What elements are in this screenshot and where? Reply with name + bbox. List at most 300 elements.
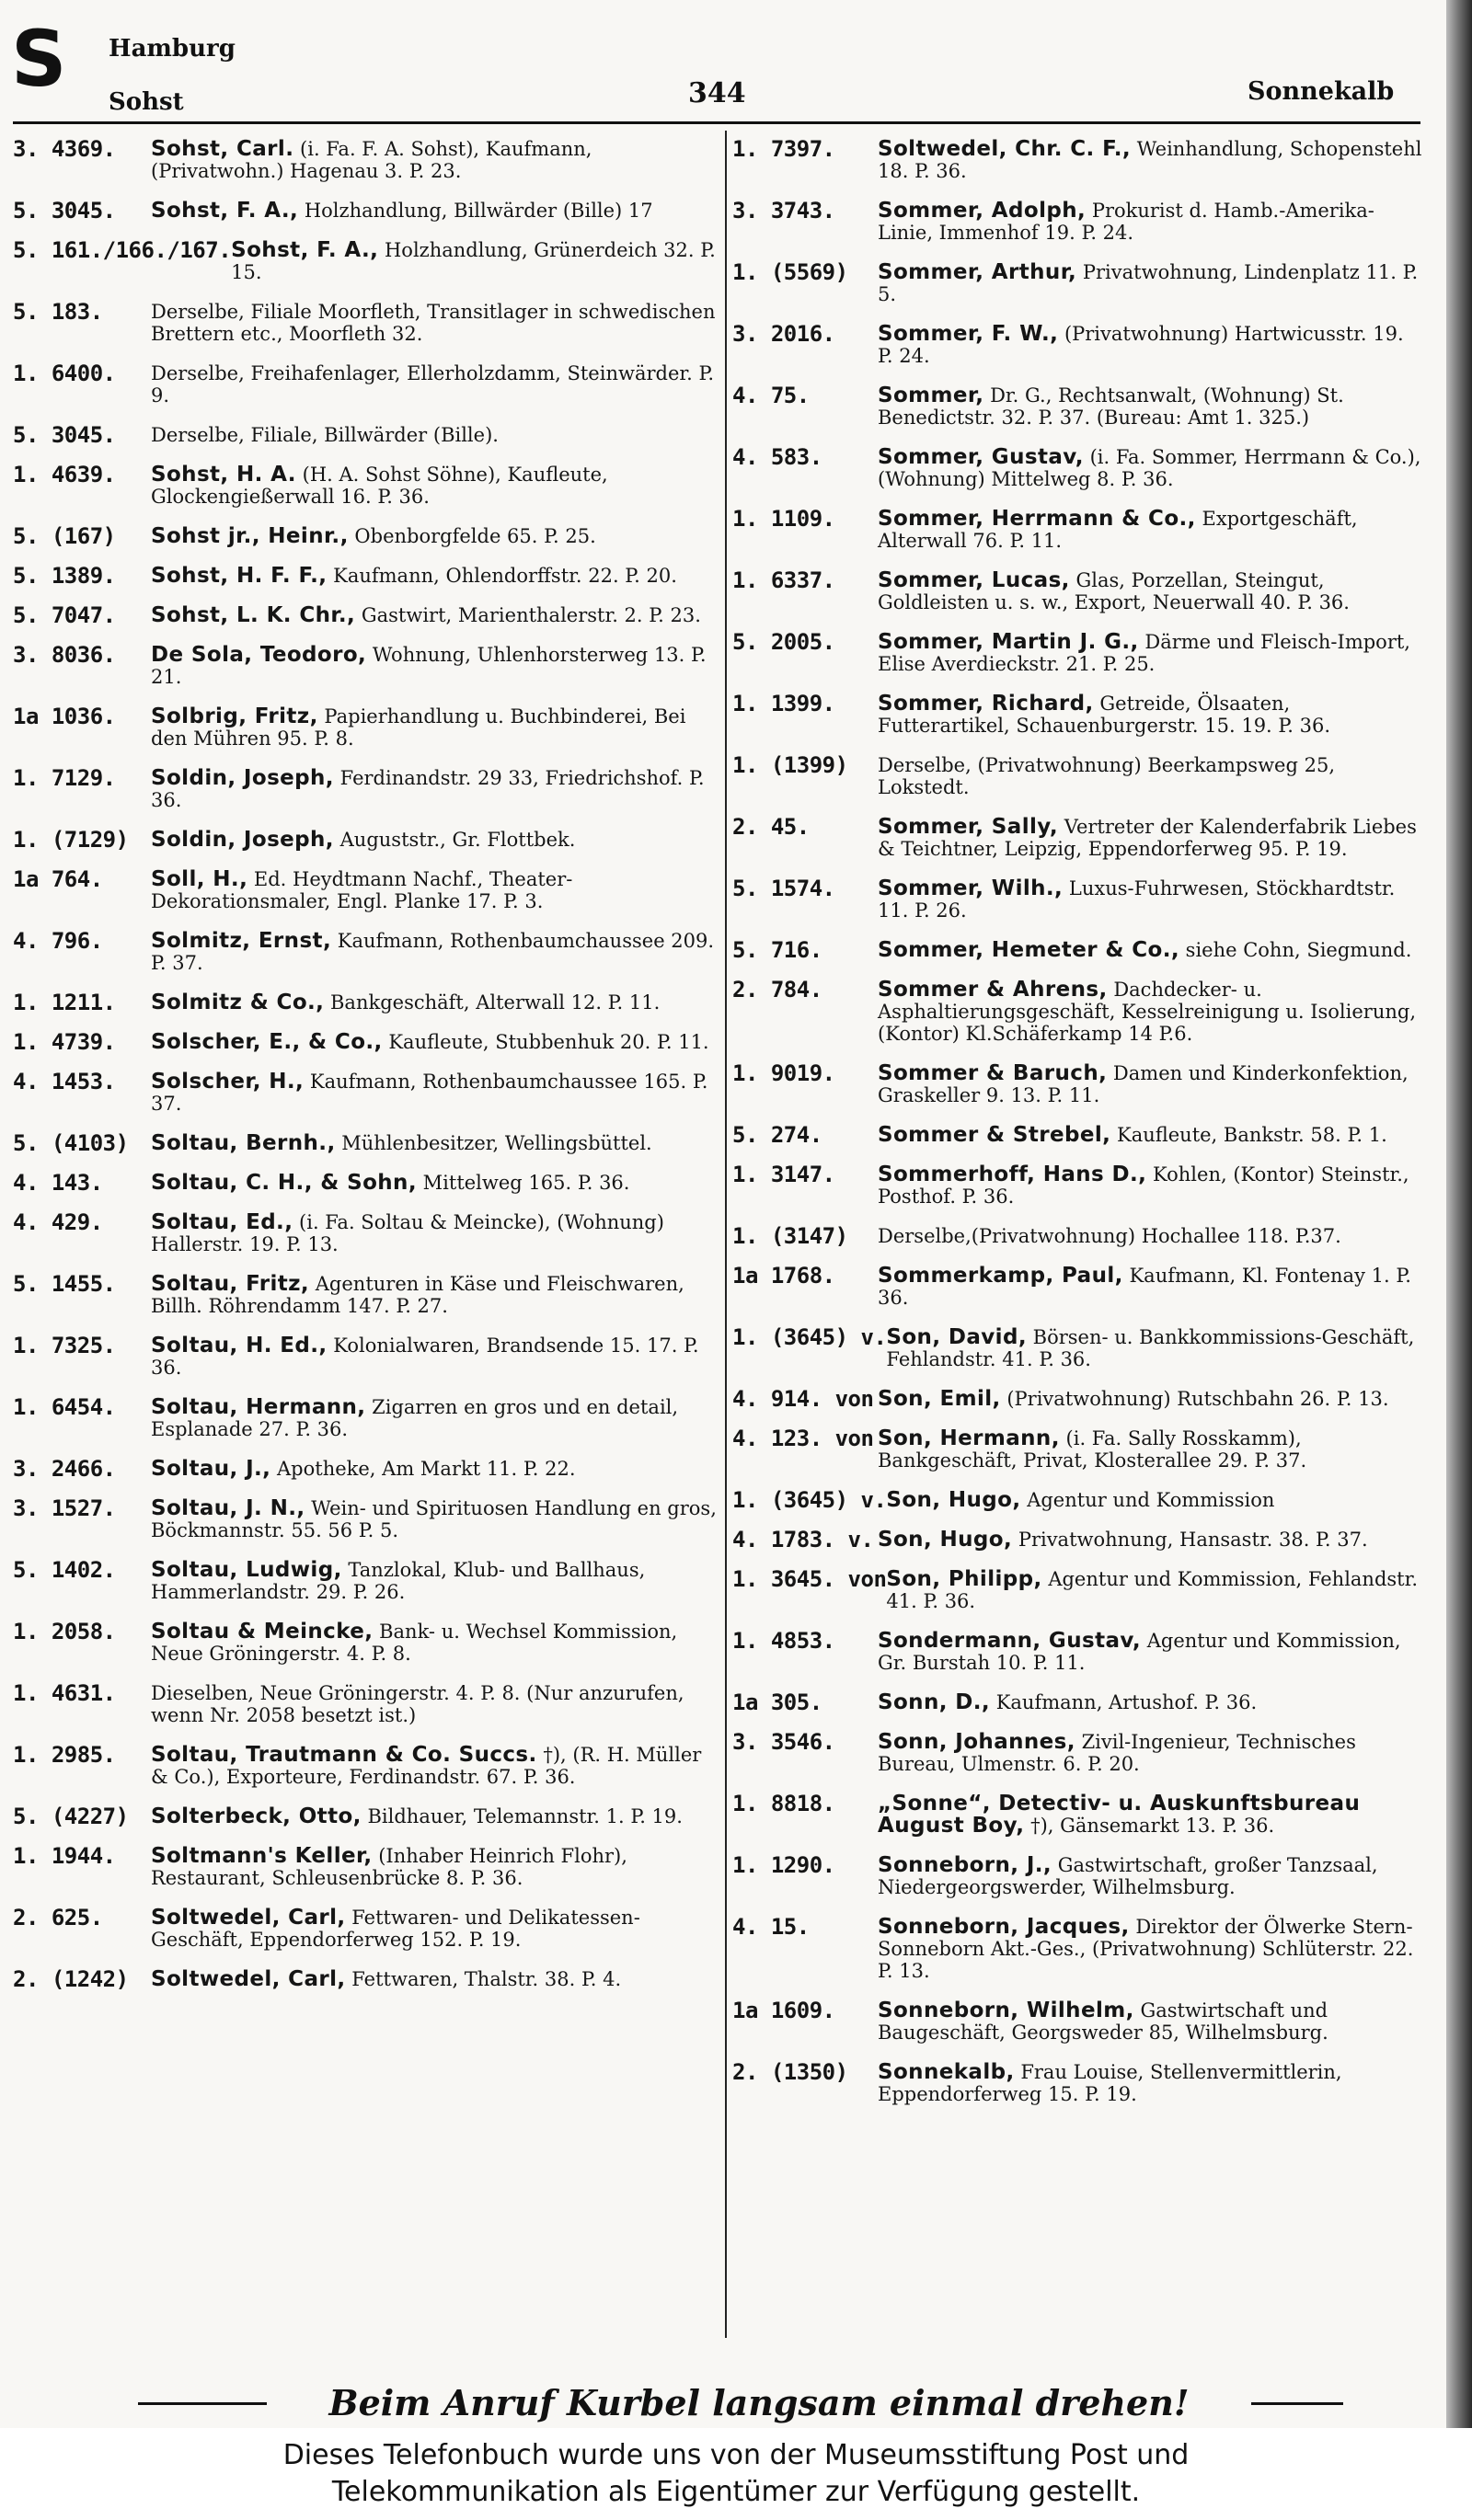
directory-entry xyxy=(732,1326,1422,1370)
phone-number: 5. (4103) xyxy=(13,1130,129,1156)
subscriber-details: Bankgeschäft, Alterwall 12. P. 11. xyxy=(330,991,661,1014)
entry-text xyxy=(151,565,719,587)
scan-edge xyxy=(1446,0,1472,2428)
subscriber-details: Holzhandlung, Grünerdeich 32. P. 15. xyxy=(231,239,716,283)
subscriber-details: Zivil-Ingenieur, Technisches Bureau, Ulmenstr. 6. P. 20. xyxy=(878,1731,1356,1775)
subscriber-name: Sommer & Ahrens, xyxy=(878,978,1108,1002)
phone-number: 5. 716. xyxy=(732,937,822,963)
subscriber-details: Derselbe, Filiale Moorfleth, Transitlager in schwedischen Brettern etc., Moorfleth 32. xyxy=(151,301,716,345)
phone-number: 4. 123. von xyxy=(732,1426,874,1451)
directory-entry xyxy=(13,1805,719,1827)
directory-entry xyxy=(732,1062,1422,1106)
subscriber-details: Privatwohnung, Lindenplatz 11. P. 5. xyxy=(878,261,1419,305)
subscriber-details: Papierhandlung u. Buchbinderei, Bei den Mühren 95. P. 8. xyxy=(151,705,686,750)
subscriber-details: Ed. Heydtmann Nachf., Theater-Dekorationsmaler, Engl. Planke 17. P. 3. xyxy=(151,868,573,912)
subscriber-details: Derselbe,(Privatwohnung) Hochallee 118. P.37. xyxy=(878,1225,1341,1247)
subscriber-details: Holzhandlung, Billwärder (Bille) 17 xyxy=(304,200,653,222)
subscriber-name: Solmitz, Ernst, xyxy=(151,929,332,953)
phone-number: 1a 764. xyxy=(13,866,103,892)
subscriber-details: Obenborgfelde 65. P. 25. xyxy=(354,525,596,547)
subscriber-details: Gastwirt, Marienthalerstr. 2. P. 23. xyxy=(361,604,701,626)
phone-number: 1. 6400. xyxy=(13,361,116,386)
subscriber-name: Soltau, C. H., & Sohn, xyxy=(151,1171,417,1195)
subscriber-details: Mühlenbesitzer, Wellingsbüttel. xyxy=(341,1132,652,1154)
subscriber-name: Soltau, H. Ed., xyxy=(151,1334,328,1357)
subscriber-details: Kaufmann, Artushof. P. 36. xyxy=(995,1691,1258,1713)
directory-entry xyxy=(13,1621,719,1665)
phone-number: 4. 914. von xyxy=(732,1386,874,1412)
phone-number: 5. 1402. xyxy=(13,1557,116,1583)
entry-text xyxy=(878,1529,1422,1551)
entry-text xyxy=(878,569,1422,613)
subscriber-name: Sonneborn, Wilhelm, xyxy=(878,1999,1134,2022)
directory-entry xyxy=(732,384,1422,429)
subscriber-details: siehe Cohn, Siegmund. xyxy=(1185,939,1412,961)
subscriber-details: Bildhauer, Telemannstr. 1. P. 19. xyxy=(367,1805,683,1827)
subscriber-name: Sommer, Sally, xyxy=(878,815,1059,839)
subscriber-name: Solbrig, Fritz, xyxy=(151,704,318,728)
directory-entry xyxy=(13,424,719,446)
subscriber-details: Derselbe, Freihafenlager, Ellerholzdamm, Steinwärder. P. 9. xyxy=(151,362,715,407)
directory-entry xyxy=(732,446,1422,490)
entry-text xyxy=(878,1225,1422,1247)
phone-number: 1. 2985. xyxy=(13,1742,116,1768)
entry-text xyxy=(878,1793,1422,1837)
entry-text xyxy=(878,1124,1422,1146)
entry-text xyxy=(878,1427,1422,1472)
phone-number: 1. (1399) xyxy=(732,752,848,778)
phone-number: 1. 7325. xyxy=(13,1333,116,1358)
phone-number: 2. (1350) xyxy=(732,2059,848,2085)
subscriber-details: (Privatwohnung) Hartwicusstr. 19. P. 24. xyxy=(878,323,1404,367)
header-last-entry: Sonnekalb xyxy=(1248,77,1395,106)
entry-text xyxy=(886,1489,1422,1511)
phone-number: 1. 8818. xyxy=(732,1791,835,1816)
entry-text xyxy=(878,1731,1422,1775)
phone-number: 5. 7047. xyxy=(13,602,116,628)
subscriber-name: Soltau, Fritz, xyxy=(151,1272,310,1296)
subscriber-details: (i. Fa. Sally Rosskamm), Bankgeschäft, Privat, Klosterallee 29. P. 37. xyxy=(878,1427,1307,1472)
subscriber-name: Sommer, Martin J. G., xyxy=(878,630,1139,654)
subscriber-details: Agentur und Kommission, Fehlandstr. 41. P. 36. xyxy=(886,1568,1419,1612)
subscriber-name: Son, Philipp, xyxy=(886,1567,1042,1591)
page-number: 344 xyxy=(688,77,746,109)
directory-entry xyxy=(13,604,719,626)
subscriber-details: Kaufleute, Bankstr. 58. P. 1. xyxy=(1117,1124,1387,1146)
entry-text xyxy=(151,200,719,222)
directory-entry xyxy=(732,1731,1422,1775)
directory-entry xyxy=(13,200,719,222)
subscriber-name: Solmitz & Co., xyxy=(151,991,325,1014)
directory-entry xyxy=(13,565,719,587)
entry-text xyxy=(878,1854,1422,1898)
phone-number: 1. 3645. von xyxy=(732,1566,887,1592)
entry-text xyxy=(878,446,1422,490)
subscriber-details: Wein- und Spirituosen Handlung en gros, Böckmannstr. 55. 56 P. 5. xyxy=(151,1497,717,1541)
subscriber-details: †), (R. H. Müller & Co.), Exporteure, Ferdinandstr. 67. P. 36. xyxy=(151,1744,702,1788)
subscriber-name: Solscher, E., & Co., xyxy=(151,1030,383,1054)
phone-number: 1. 4853. xyxy=(732,1628,835,1654)
phone-number: 4. 15. xyxy=(732,1914,810,1940)
subscriber-name: Sommer & Baruch, xyxy=(878,1061,1108,1085)
footer-notice xyxy=(0,2428,1472,2520)
entry-text xyxy=(151,464,719,508)
subscriber-details: Derselbe, (Privatwohnung) Beerkampsweg 25, Lokstedt. xyxy=(878,754,1335,798)
phone-number: 3. 3743. xyxy=(732,198,835,223)
directory-entry xyxy=(732,979,1422,1045)
phone-number: 5. (4227) xyxy=(13,1804,129,1829)
directory-entry xyxy=(13,868,719,912)
subscriber-name: Son, David, xyxy=(886,1325,1027,1349)
subscriber-details: Auguststr., Gr. Flottbek. xyxy=(339,829,576,851)
subscriber-name: Sommer, Hemeter & Co., xyxy=(878,938,1179,962)
entry-text xyxy=(151,644,719,688)
directory-entry xyxy=(13,1458,719,1480)
entry-text xyxy=(878,323,1422,367)
subscriber-name: Soltwedel, Carl, xyxy=(151,1967,346,1991)
subscriber-name: Soltwedel, Carl, xyxy=(151,1906,346,1930)
entry-text xyxy=(151,1907,719,1951)
directory-entry xyxy=(13,138,719,182)
phone-number: 5. 3045. xyxy=(13,422,116,448)
directory-entry xyxy=(732,1691,1422,1713)
phone-number: 2. 784. xyxy=(732,977,822,1002)
phone-number: 1a 1609. xyxy=(732,1998,835,2023)
entry-text xyxy=(151,1744,719,1788)
subscriber-details: Agentur und Kommission xyxy=(1027,1489,1275,1511)
directory-entry xyxy=(13,705,719,750)
subscriber-name: Sohst, F. A., xyxy=(151,199,299,223)
entry-text xyxy=(151,930,719,974)
entry-text xyxy=(878,877,1422,922)
directory-entry xyxy=(13,239,719,283)
entry-text xyxy=(151,1172,719,1194)
entry-text xyxy=(878,1388,1422,1410)
subscriber-name: Sommer, F. W., xyxy=(878,322,1059,346)
subscriber-details: Agenturen in Käse und Fleischwaren, Billh. Röhrendamm 147. P. 27. xyxy=(151,1273,684,1317)
directory-entry xyxy=(13,1968,719,1990)
entry-text xyxy=(878,939,1422,961)
entry-text xyxy=(151,1559,719,1603)
entry-text xyxy=(878,1163,1422,1208)
slogan: Beim Anruf Kurbel langsam einmal drehen! xyxy=(328,2382,1190,2423)
subscriber-name: Son, Hugo, xyxy=(878,1528,1013,1552)
subscriber-name: Son, Emil, xyxy=(878,1387,1001,1411)
subscriber-details: Kohlen, (Kontor) Steinstr., Posthof. P. 36. xyxy=(878,1163,1409,1208)
entry-text xyxy=(151,1071,719,1115)
directory-entry xyxy=(13,1172,719,1194)
entry-text xyxy=(151,301,719,345)
directory-entry xyxy=(13,525,719,547)
subscriber-name: Sommerhoff, Hans D., xyxy=(878,1163,1147,1186)
subscriber-details: Exportgeschäft, Alterwall 76. P. 11. xyxy=(878,508,1358,552)
phone-number: 5. 3045. xyxy=(13,198,116,223)
subscriber-name: Soldin, Joseph, xyxy=(151,766,334,790)
directory-entry xyxy=(732,1630,1422,1674)
footer-line-1: Dieses Telefonbuch wurde uns von der Museumsstiftung Post und xyxy=(282,2439,1190,2471)
directory-entry xyxy=(732,816,1422,860)
subscriber-details: Weinhandlung, Schopenstehl 18. P. 36. xyxy=(878,138,1422,182)
subscriber-name: Sommer, Lucas, xyxy=(878,568,1070,592)
subscriber-details: Direktor der Ölwerke Stern-Sonneborn Akt.-Ges., (Privatwohnung) Schlüterstr. 22. P. 13. xyxy=(878,1916,1414,1982)
entry-text xyxy=(151,1396,719,1440)
entry-text xyxy=(151,868,719,912)
directory-entry xyxy=(13,991,719,1014)
phone-number: 1. 1109. xyxy=(732,506,835,532)
subscriber-details: Glas, Porzellan, Steingut, Goldleisten u. s. w., Export, Neuerwall 40. P. 36. xyxy=(878,569,1350,613)
subscriber-name: Sommer, Arthur, xyxy=(878,260,1077,284)
directory-entry xyxy=(13,829,719,851)
entry-text xyxy=(151,991,719,1014)
phone-number: 1. 1399. xyxy=(732,691,835,716)
subscriber-name: Sonneborn, Jacques, xyxy=(878,1915,1130,1939)
subscriber-details: †), Gänsemarkt 13. P. 36. xyxy=(1030,1815,1275,1837)
subscriber-name: Solscher, H., xyxy=(151,1070,305,1094)
entry-text xyxy=(151,1497,719,1541)
entry-text xyxy=(151,1968,719,1990)
directory-entry xyxy=(13,1396,719,1440)
entry-text xyxy=(151,1682,719,1726)
entry-text xyxy=(151,362,719,407)
phone-number: 1. 1944. xyxy=(13,1843,116,1869)
subscriber-name: Sommer, Adolph, xyxy=(878,199,1087,223)
footer-line-2: Telekommunikation als Eigentümer zur Verfügung gestellt. xyxy=(331,2476,1141,2508)
directory-entry xyxy=(13,1682,719,1726)
phone-number: 5. (167) xyxy=(13,523,116,549)
phone-number: 1. (5569) xyxy=(732,259,848,285)
entry-text xyxy=(878,2061,1422,2105)
subscriber-name: Sohst, H. A. xyxy=(151,463,296,487)
phone-number: 5. 183. xyxy=(13,299,103,325)
entry-text xyxy=(878,1265,1422,1309)
subscriber-details: Gastwirtschaft, großer Tanzsaal, Niedergeorgswerder, Wilhelmsburg. xyxy=(878,1854,1378,1898)
phone-number: 1. 7129. xyxy=(13,765,116,791)
directory-entry xyxy=(732,508,1422,552)
subscriber-name: Sonneborn, J., xyxy=(878,1853,1052,1877)
subscriber-details: Luxus-Fuhrwesen, Stöckhardtstr. 11. P. 26. xyxy=(878,877,1396,922)
phone-number: 1. 1211. xyxy=(13,990,116,1015)
subscriber-name: Sommer, Richard, xyxy=(878,692,1094,716)
entry-text xyxy=(878,1999,1422,2044)
subscriber-name: Sohst, H. F. F., xyxy=(151,564,328,588)
phone-number: 5. 1455. xyxy=(13,1271,116,1297)
subscriber-name: Sommer, Wilh., xyxy=(878,876,1064,900)
subscriber-details: Agentur und Kommission, Gr. Burstah 10. P. 11. xyxy=(878,1630,1401,1674)
subscriber-details: Wohnung, Uhlenhorsterweg 13. P. 21. xyxy=(151,644,707,688)
subscriber-details: Tanzlokal, Klub- und Ballhaus, Hammerlandstr. 29. P. 26. xyxy=(151,1559,646,1603)
directory-entry xyxy=(13,1031,719,1053)
phone-number: 2. 625. xyxy=(13,1905,103,1930)
phone-number: 1. (3147) xyxy=(732,1223,848,1249)
subscriber-details: (i. Fa. F. A. Sohst), Kaufmann, (Privatwohn.) Hagenau 3. P. 23. xyxy=(151,138,592,182)
subscriber-details: Kaufmann, Rothenbaumchaussee 209. P. 37. xyxy=(151,930,715,974)
subscriber-name: Sommer, Gustav, xyxy=(878,445,1084,469)
subscriber-details: Fettwaren, Thalstr. 38. P. 4. xyxy=(351,1968,622,1990)
directory-entry xyxy=(13,767,719,811)
directory-entry xyxy=(732,1427,1422,1472)
subscriber-details: Dieselben, Neue Gröningerstr. 4. P. 8. (Nur anzurufen, wenn Nr. 2058 besetzt ist.) xyxy=(151,1682,684,1726)
entry-text xyxy=(151,1211,719,1255)
subscriber-name: Sonnekalb, xyxy=(878,2060,1015,2084)
entry-text xyxy=(886,1326,1422,1370)
subscriber-name: Sommer, Herrmann & Co., xyxy=(878,507,1196,531)
entry-text xyxy=(878,138,1422,182)
subscriber-details: Därme und Fleisch-Import, Elise Averdieckstr. 21. P. 25. xyxy=(878,631,1410,675)
subscriber-name: Sommer & Strebel, xyxy=(878,1123,1111,1147)
subscriber-details: Fettwaren- und Delikatessen-Geschäft, Eppendorferweg 152. P. 19. xyxy=(151,1907,640,1951)
directory-entry xyxy=(13,1845,719,1889)
section-letter: S xyxy=(11,14,67,104)
directory-entry xyxy=(13,1071,719,1115)
subscriber-details: Apotheke, Am Markt 11. P. 22. xyxy=(277,1458,576,1480)
entry-text xyxy=(151,525,719,547)
subscriber-details: Damen und Kinderkonfektion, Graskeller 9. 13. P. 11. xyxy=(878,1062,1409,1106)
entry-text xyxy=(151,138,719,182)
subscriber-name: Soltau, J., xyxy=(151,1457,271,1481)
directory-entry xyxy=(732,631,1422,675)
subscriber-details: (Privatwohnung) Rutschbahn 26. P. 13. xyxy=(1006,1388,1389,1410)
directory-entry xyxy=(13,1907,719,1951)
phone-number: 1. 3147. xyxy=(732,1162,835,1187)
subscriber-name: De Sola, Teodoro, xyxy=(151,643,367,667)
subscriber-name: Soltmann's Keller, xyxy=(151,1844,373,1868)
phone-number: 1. (7129) xyxy=(13,827,129,853)
subscriber-name: Soltau, J. N., xyxy=(151,1496,305,1520)
directory-entry xyxy=(732,1529,1422,1551)
entry-text xyxy=(878,979,1422,1045)
directory-entry xyxy=(732,1793,1422,1837)
entry-text xyxy=(151,1334,719,1379)
entry-text xyxy=(151,1132,719,1154)
directory-entry xyxy=(732,1124,1422,1146)
subscriber-name: Son, Hugo, xyxy=(886,1488,1021,1512)
phone-number: 1. 1290. xyxy=(732,1852,835,1878)
subscriber-details: Dr. G., Rechtsanwalt, (Wohnung) St. Benedictstr. 32. P. 37. (Bureau: Amt 1. 325.) xyxy=(878,384,1344,429)
subscriber-details: Gastwirtschaft und Baugeschäft, Georgsweder 85, Wilhelmsburg. xyxy=(878,1999,1328,2044)
subscriber-name: Sohst, F. A., xyxy=(231,238,379,262)
phone-number: 1. (3645) v. xyxy=(732,1324,887,1350)
directory-entry xyxy=(732,1568,1422,1612)
phone-number: 4. 796. xyxy=(13,928,103,954)
entry-text xyxy=(151,604,719,626)
directory-entry xyxy=(732,939,1422,961)
phone-number: 4. 1783. v. xyxy=(732,1527,874,1552)
subscriber-name: Sommerkamp, Paul, xyxy=(878,1264,1123,1288)
subscriber-details: (i. Fa. Soltau & Meincke), (Wohnung) Hallerstr. 19. P. 13. xyxy=(151,1211,664,1255)
directory-entry xyxy=(13,930,719,974)
directory-entry xyxy=(732,754,1422,798)
entry-text xyxy=(878,754,1422,798)
directory-entry xyxy=(13,1132,719,1154)
left-column xyxy=(13,138,719,2008)
entry-text xyxy=(151,424,719,446)
phone-number: 4. 143. xyxy=(13,1170,103,1196)
phone-number: 1. 4631. xyxy=(13,1680,116,1706)
subscriber-details: Derselbe, Filiale, Billwärder (Bille). xyxy=(151,424,499,446)
phone-number: 1. 4639. xyxy=(13,462,116,487)
header-first-entry: Sohst xyxy=(109,88,184,116)
phone-number: 1. 6337. xyxy=(732,567,835,593)
entry-text xyxy=(886,1568,1422,1612)
phone-number: 1. 7397. xyxy=(732,136,835,162)
subscriber-name: Soltau & Meincke, xyxy=(151,1620,374,1644)
directory-entry xyxy=(732,2061,1422,2105)
subscriber-name: Soltau, Ed., xyxy=(151,1210,293,1234)
directory-entry xyxy=(732,1163,1422,1208)
subscriber-details: Kolonialwaren, Brandsende 15. 17. P. 36. xyxy=(151,1334,699,1379)
phone-number: 1. 9019. xyxy=(732,1060,835,1086)
subscriber-details: Getreide, Ölsaaten, Futterartikel, Schauenburgerstr. 15. 19. P. 36. xyxy=(878,693,1331,737)
directory-entry xyxy=(732,323,1422,367)
phone-number: 3. 2016. xyxy=(732,321,835,347)
subscriber-name: Solterbeck, Otto, xyxy=(151,1804,362,1828)
entry-text xyxy=(151,1458,719,1480)
entry-text xyxy=(151,1031,719,1053)
subscriber-name: Soltau, Ludwig, xyxy=(151,1558,342,1582)
subscriber-name: Sohst, L. K. Chr., xyxy=(151,603,356,627)
subscriber-name: „Sonne“, Detectiv- u. Auskunftsbureau August Boy, xyxy=(878,1792,1361,1838)
phone-number: 3. 3546. xyxy=(732,1729,835,1755)
directory-entry xyxy=(13,464,719,508)
subscriber-details: Prokurist d. Hamb.-Amerika-Linie, Immenhof 19. P. 24. xyxy=(878,200,1374,244)
phone-number: 4. 583. xyxy=(732,444,822,470)
entry-text xyxy=(151,1273,719,1317)
subscriber-details: Vertreter der Kalenderfabrik Liebes & Teichtner, Leipzig, Eppendorferweg 95. P. 19. xyxy=(878,816,1417,860)
directory-entry xyxy=(732,1916,1422,1982)
phone-number: 1a 1036. xyxy=(13,704,116,729)
subscriber-name: Sohst, Carl. xyxy=(151,137,294,161)
directory-entry xyxy=(732,569,1422,613)
directory-entry xyxy=(13,1211,719,1255)
phone-number: 2. 45. xyxy=(732,814,810,840)
column-divider xyxy=(725,131,727,2338)
subscriber-name: Soldin, Joseph, xyxy=(151,828,334,852)
directory-entry xyxy=(732,693,1422,737)
entry-text xyxy=(878,1916,1422,1982)
subscriber-details: Kaufmann, Ohlendorffstr. 22. P. 20. xyxy=(333,565,677,587)
subscriber-details: Kaufmann, Kl. Fontenay 1. P. 36. xyxy=(878,1265,1411,1309)
entry-text xyxy=(151,1805,719,1827)
subscriber-details: Ferdinandstr. 29 33, Friedrichshof. P. 36. xyxy=(151,767,705,811)
phone-number: 3. 8036. xyxy=(13,642,116,668)
directory-entry xyxy=(13,1273,719,1317)
subscriber-name: Son, Hermann, xyxy=(878,1426,1060,1450)
slogan-rule-right xyxy=(1251,2402,1343,2405)
entry-text xyxy=(878,816,1422,860)
entry-text xyxy=(151,1621,719,1665)
entry-text xyxy=(878,508,1422,552)
entry-text xyxy=(878,261,1422,305)
directory-entry xyxy=(732,1265,1422,1309)
entry-text xyxy=(151,767,719,811)
entry-text xyxy=(878,384,1422,429)
phone-number: 4. 429. xyxy=(13,1209,103,1235)
subscriber-name: Soltau, Trautmann & Co. Succs. xyxy=(151,1743,537,1767)
entry-text xyxy=(151,829,719,851)
phone-number: 4. 1453. xyxy=(13,1069,116,1094)
phone-number: 3. 1527. xyxy=(13,1495,116,1521)
subscriber-details: Mittelweg 165. P. 36. xyxy=(422,1172,630,1194)
entry-text xyxy=(231,239,719,283)
entry-text xyxy=(878,200,1422,244)
entry-text xyxy=(151,705,719,750)
subscriber-details: Frau Louise, Stellenvermittlerin, Eppendorferweg 15. P. 19. xyxy=(878,2061,1342,2105)
directory-entry xyxy=(732,1999,1422,2044)
directory-entry xyxy=(732,1854,1422,1898)
subscriber-name: Soll, H., xyxy=(151,867,248,891)
phone-number: 5. 2005. xyxy=(732,629,835,655)
directory-entry xyxy=(732,1388,1422,1410)
